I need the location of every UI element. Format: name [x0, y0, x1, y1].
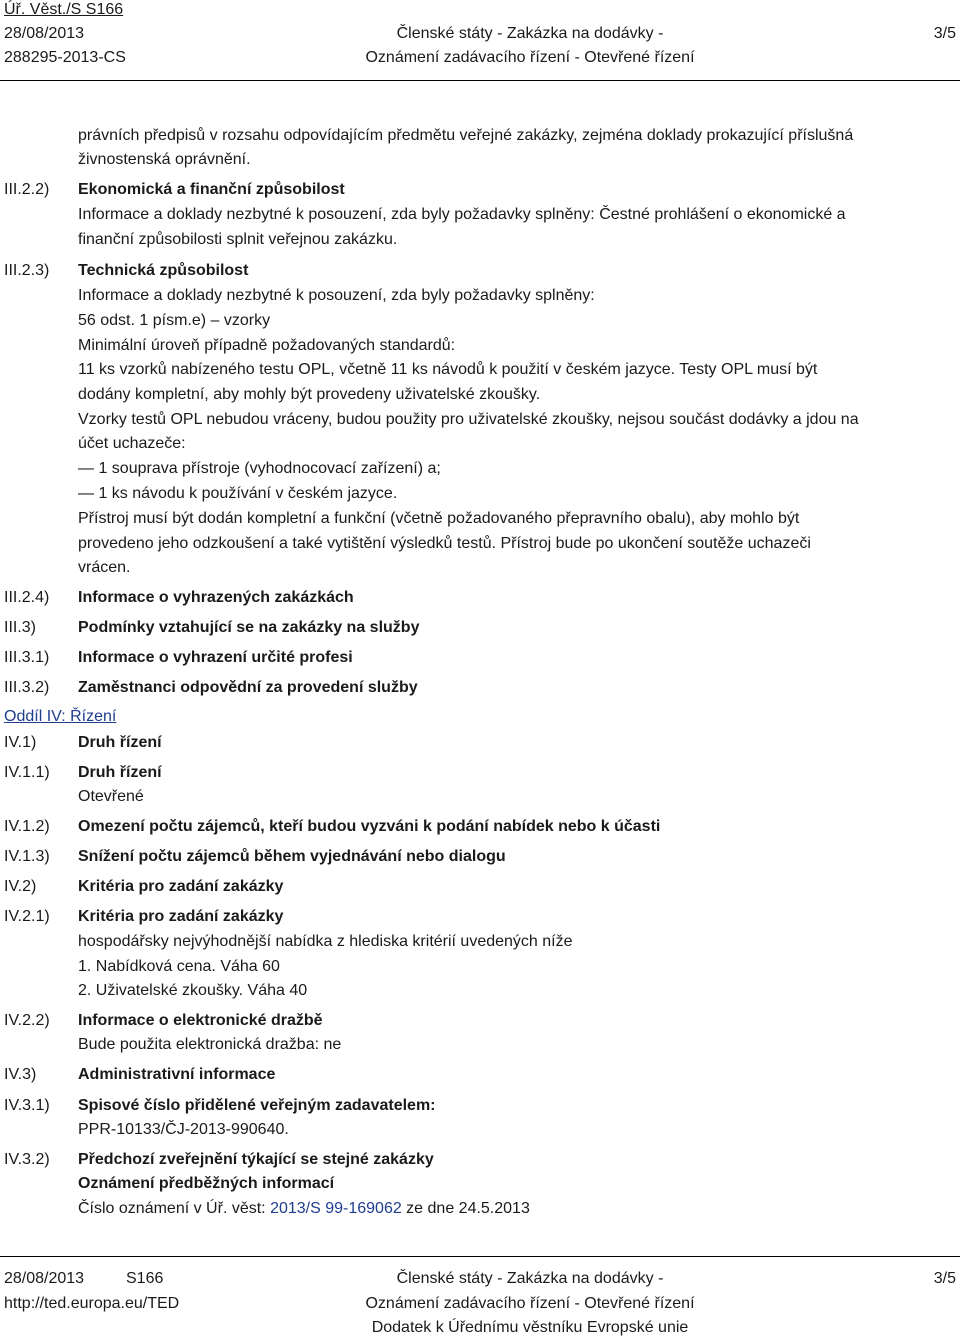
footer-url[interactable]: http://ted.europa.eu/TED: [4, 1295, 180, 1312]
section-number: IV.1.2): [4, 818, 50, 835]
section-number: IV.3): [4, 1066, 37, 1083]
header-date: 28/08/2013: [4, 25, 85, 42]
section-title: Kritéria pro zadání zakázky: [78, 878, 284, 895]
list-item: — 1 souprava přístroje (vyhodnocovací zařízení) a;: [78, 460, 441, 477]
section-text: 2. Uživatelské zkoušky. Váha 40: [78, 982, 308, 999]
section-text: Minimální úroveň případně požadovaných standardů:: [78, 337, 456, 354]
header-title-line2: Oznámení zadávacího řízení - Otevřené řízení: [365, 49, 695, 66]
section-text: účet uchazeče:: [78, 435, 186, 452]
section-text: 1. Nabídková cena. Váha 60: [78, 958, 280, 975]
section-text: PPR-10133/ČJ-2013-990640.: [78, 1121, 289, 1138]
section-number: III.2.2): [4, 181, 50, 198]
section-number: III.2.4): [4, 589, 50, 606]
header-title-line1: Členské státy - Zakázka na dodávky -: [396, 25, 664, 42]
notice-reference: [78, 1197, 530, 1221]
header-doc-id: 288295-2013-CS: [4, 49, 126, 66]
section-title: Informace o elektronické dražbě: [78, 1012, 323, 1029]
section-text: provedeno jeho odzkoušení a také vytištění výsledků testů. Přístroj bude po ukončení soutěže uchazeči: [78, 535, 811, 552]
footer-date: 28/08/2013: [4, 1270, 85, 1287]
section-text: Vzorky testů OPL nebudou vráceny, budou použity pro uživatelské zkoušky, nejsou součást dodávky a jdou na: [78, 411, 859, 428]
section-title: Technická způsobilost: [78, 262, 249, 279]
journal-reference: Úř. Věst./S S166: [4, 1, 124, 18]
section-title: Zaměstnanci odpovědní za provedení služby: [78, 679, 418, 696]
section-title: Kritéria pro zadání zakázky: [78, 908, 284, 925]
footer-title-line1: Členské státy - Zakázka na dodávky -: [396, 1270, 664, 1287]
notice-reference-suffix: ze dne 24.5.2013: [401, 1200, 530, 1217]
section-number: III.2.3): [4, 262, 50, 279]
section-title: Spisové číslo přidělené veřejným zadavatelem:: [78, 1097, 436, 1114]
section-text: Informace a doklady nezbytné k posouzení, zda byly požadavky splněny: Čestné prohlášení o ekonomické a: [78, 206, 846, 223]
section-text: Otevřené: [78, 788, 144, 805]
section-text: finanční způsobilosti splnit veřejnou zakázku.: [78, 231, 398, 248]
footer-divider: [0, 1256, 960, 1257]
section-number: III.3): [4, 619, 37, 636]
footer-page-number: 3/5: [933, 1270, 956, 1287]
section-text: Bude použita elektronická dražba: ne: [78, 1036, 342, 1053]
section-title: Podmínky vztahující se na zakázky na služby: [78, 619, 420, 636]
section-title: Druh řízení: [78, 764, 162, 781]
list-item: — 1 ks návodu k používání v českém jazyce.: [78, 485, 398, 502]
footer-title-line2: Oznámení zadávacího řízení - Otevřené řízení: [365, 1295, 695, 1312]
section-text: Informace a doklady nezbytné k posouzení, zda byly požadavky splněny:: [78, 287, 595, 304]
section-subtitle: Oznámení předběžných informací: [78, 1175, 335, 1192]
section-title: Předchozí zveřejnění týkající se stejné zakázky: [78, 1151, 434, 1168]
footer-title-line3: Dodatek k Úřednímu věstníku Evropské unie: [371, 1319, 689, 1336]
section-number: IV.2): [4, 878, 37, 895]
section-iv-heading: Oddíl IV: Řízení: [4, 708, 117, 725]
section-title: Informace o vyhrazených zakázkách: [78, 589, 354, 606]
header-page-number: 3/5: [933, 25, 956, 42]
header-divider: [0, 80, 960, 81]
footer-issue: S166: [126, 1270, 164, 1287]
section-text: vrácen.: [78, 559, 131, 576]
section-text: dodány kompletní, aby mohly být provedeny uživatelské zkoušky.: [78, 386, 541, 403]
section-number: III.3.2): [4, 679, 50, 696]
section-text: hospodářsky nejvýhodnější nabídka z hlediska kritérií uvedených níže: [78, 933, 573, 950]
intro-line: právních předpisů v rozsahu odpovídajícím předmětu veřejné zakázky, zejména doklady prokazující příslušná: [78, 127, 854, 144]
section-number: IV.2.1): [4, 908, 50, 925]
section-text: Přístroj musí být dodán kompletní a funkční (včetně požadovaného přepravního obalu), aby mohlo být: [78, 510, 800, 527]
section-number: III.3.1): [4, 649, 50, 666]
section-title: Ekonomická a finanční způsobilost: [78, 181, 345, 198]
section-number: IV.1): [4, 734, 37, 751]
section-title: Snížení počtu zájemců během vyjednávání nebo dialogu: [78, 848, 506, 865]
intro-line: živnostenská oprávnění.: [78, 151, 251, 168]
section-title: Administrativní informace: [78, 1066, 276, 1083]
section-text: 56 odst. 1 písm.e) – vzorky: [78, 312, 271, 329]
notice-reference-link[interactable]: 2013/S 99-169062: [270, 1200, 402, 1217]
section-title: Druh řízení: [78, 734, 162, 751]
section-number: IV.1.3): [4, 848, 50, 865]
section-title: Omezení počtu zájemců, kteří budou vyzváni k podání nabídek nebo k účasti: [78, 818, 661, 835]
section-number: IV.3.2): [4, 1151, 50, 1168]
section-number: IV.3.1): [4, 1097, 50, 1114]
section-number: IV.1.1): [4, 764, 50, 781]
section-title: Informace o vyhrazení určité profesi: [78, 649, 353, 666]
section-number: IV.2.2): [4, 1012, 50, 1029]
notice-reference-prefix: Číslo oznámení v Úř. věst:: [78, 1200, 271, 1217]
section-text: 11 ks vzorků nabízeného testu OPL, včetně 11 ks návodů k použití v českém jazyce. Testy OPL musí být: [78, 361, 818, 378]
